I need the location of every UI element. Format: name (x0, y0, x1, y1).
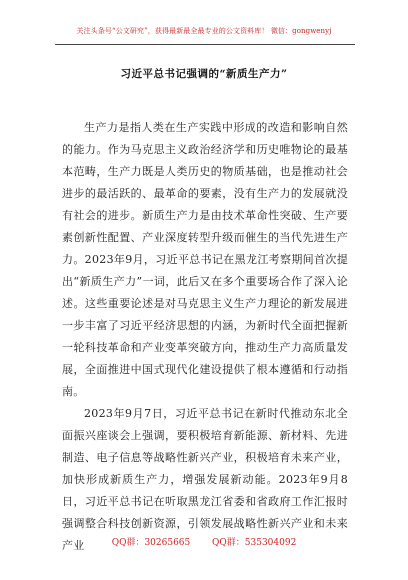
footer-qq-group-1: QQ群：30265665 (111, 538, 191, 548)
footer (0, 535, 408, 548)
paragraph-2: 2023年9月7日，习近平总书记在新时代推动东北全面振兴座谈会上强调，要积极培育新能源、新材料、先进制造、电子信息等战略性新兴产业，积极培育未来产业，加快形成新质生产力，增强发展新动能。2023年9月8日，习近平总书记在听取黑龙江省委和省政府工作汇报时强调整合科技创新资源，引领发展战略性新兴产业和未来产业 (62, 407, 348, 552)
header-promo-note: 关注头条号“公文研究”，获得最新最全最专业的公文资料库！ 微信：gongwenyj (76, 27, 332, 35)
header-divider (55, 44, 355, 45)
document-body (62, 117, 348, 557)
footer-qq-group-2: QQ群：535304092 (212, 538, 297, 548)
paragraph-1: 生产力是指人类在生产实践中形成的改造和影响自然的能力。作为马克思主义政治经济学和历史唯物论的最基本范畴，生产力既是人类历史的物质基础，也是推动社会进步的最活跃的、最革命的要素，没有生产力的发展就没有社会的进步。新质生产力是由技术革命性突破、生产要素创新性配置、产业深度转型升级而催生的当代先进生产力。2023年9月，习近平总书记在黑龙江考察期间首次提出“新质生产力”一词，此后又在多个重要场合作了深入论述。这些重要论述是对马克思主义生产力理论的新发展进一步丰富了习近平经济思想的内涵，为新时代全面把握新一轮科技革命和产业变革突破方向，推动生产力高质量发展，全面推进中国式现代化建设提供了根本遵循和行动指南。 (62, 121, 348, 398)
document-title: 习近平总书记强调的“新质生产力” (120, 68, 288, 80)
